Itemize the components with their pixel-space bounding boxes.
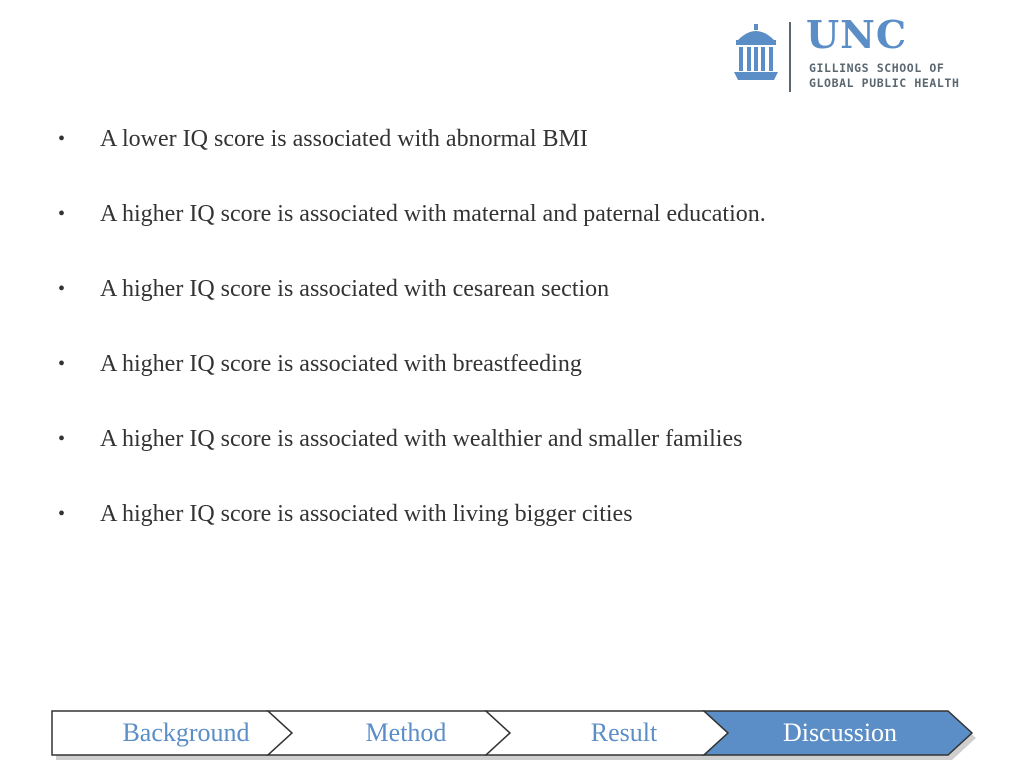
nav-label-result[interactable]: Result [590, 718, 658, 747]
nav-label-background[interactable]: Background [122, 718, 250, 747]
bullet-text: A higher IQ score is associated with wealthier and smaller families [100, 426, 743, 452]
bullet-text: A lower IQ score is associated with abnormal BMI [100, 126, 588, 152]
nav-label-method[interactable]: Method [365, 718, 447, 747]
bullet-icon: • [58, 428, 66, 450]
logo-unc-text: UNC [806, 12, 908, 57]
bullet-text: A higher IQ score is associated with living bigger cities [100, 501, 633, 527]
logo-school-line1: GILLINGS SCHOOL OF [809, 61, 945, 75]
bullet-text: A higher IQ score is associated with maternal and paternal education. [100, 201, 766, 227]
bullet-icon: • [58, 353, 66, 375]
bullet-icon: • [58, 128, 66, 150]
bullet-text: A higher IQ score is associated with breastfeeding [100, 351, 582, 377]
old-well-icon [734, 24, 778, 80]
logo-school-line2: GLOBAL PUBLIC HEALTH [809, 76, 960, 90]
bullet-icon: • [58, 503, 66, 525]
logo-divider [789, 22, 791, 92]
bullet-icon: • [58, 278, 66, 300]
unc-gillings-logo [734, 12, 1014, 96]
bullet-text: A higher IQ score is associated with cesarean section [100, 276, 610, 302]
bullet-icon: • [58, 203, 66, 225]
nav-label-discussion[interactable]: Discussion [782, 718, 898, 747]
